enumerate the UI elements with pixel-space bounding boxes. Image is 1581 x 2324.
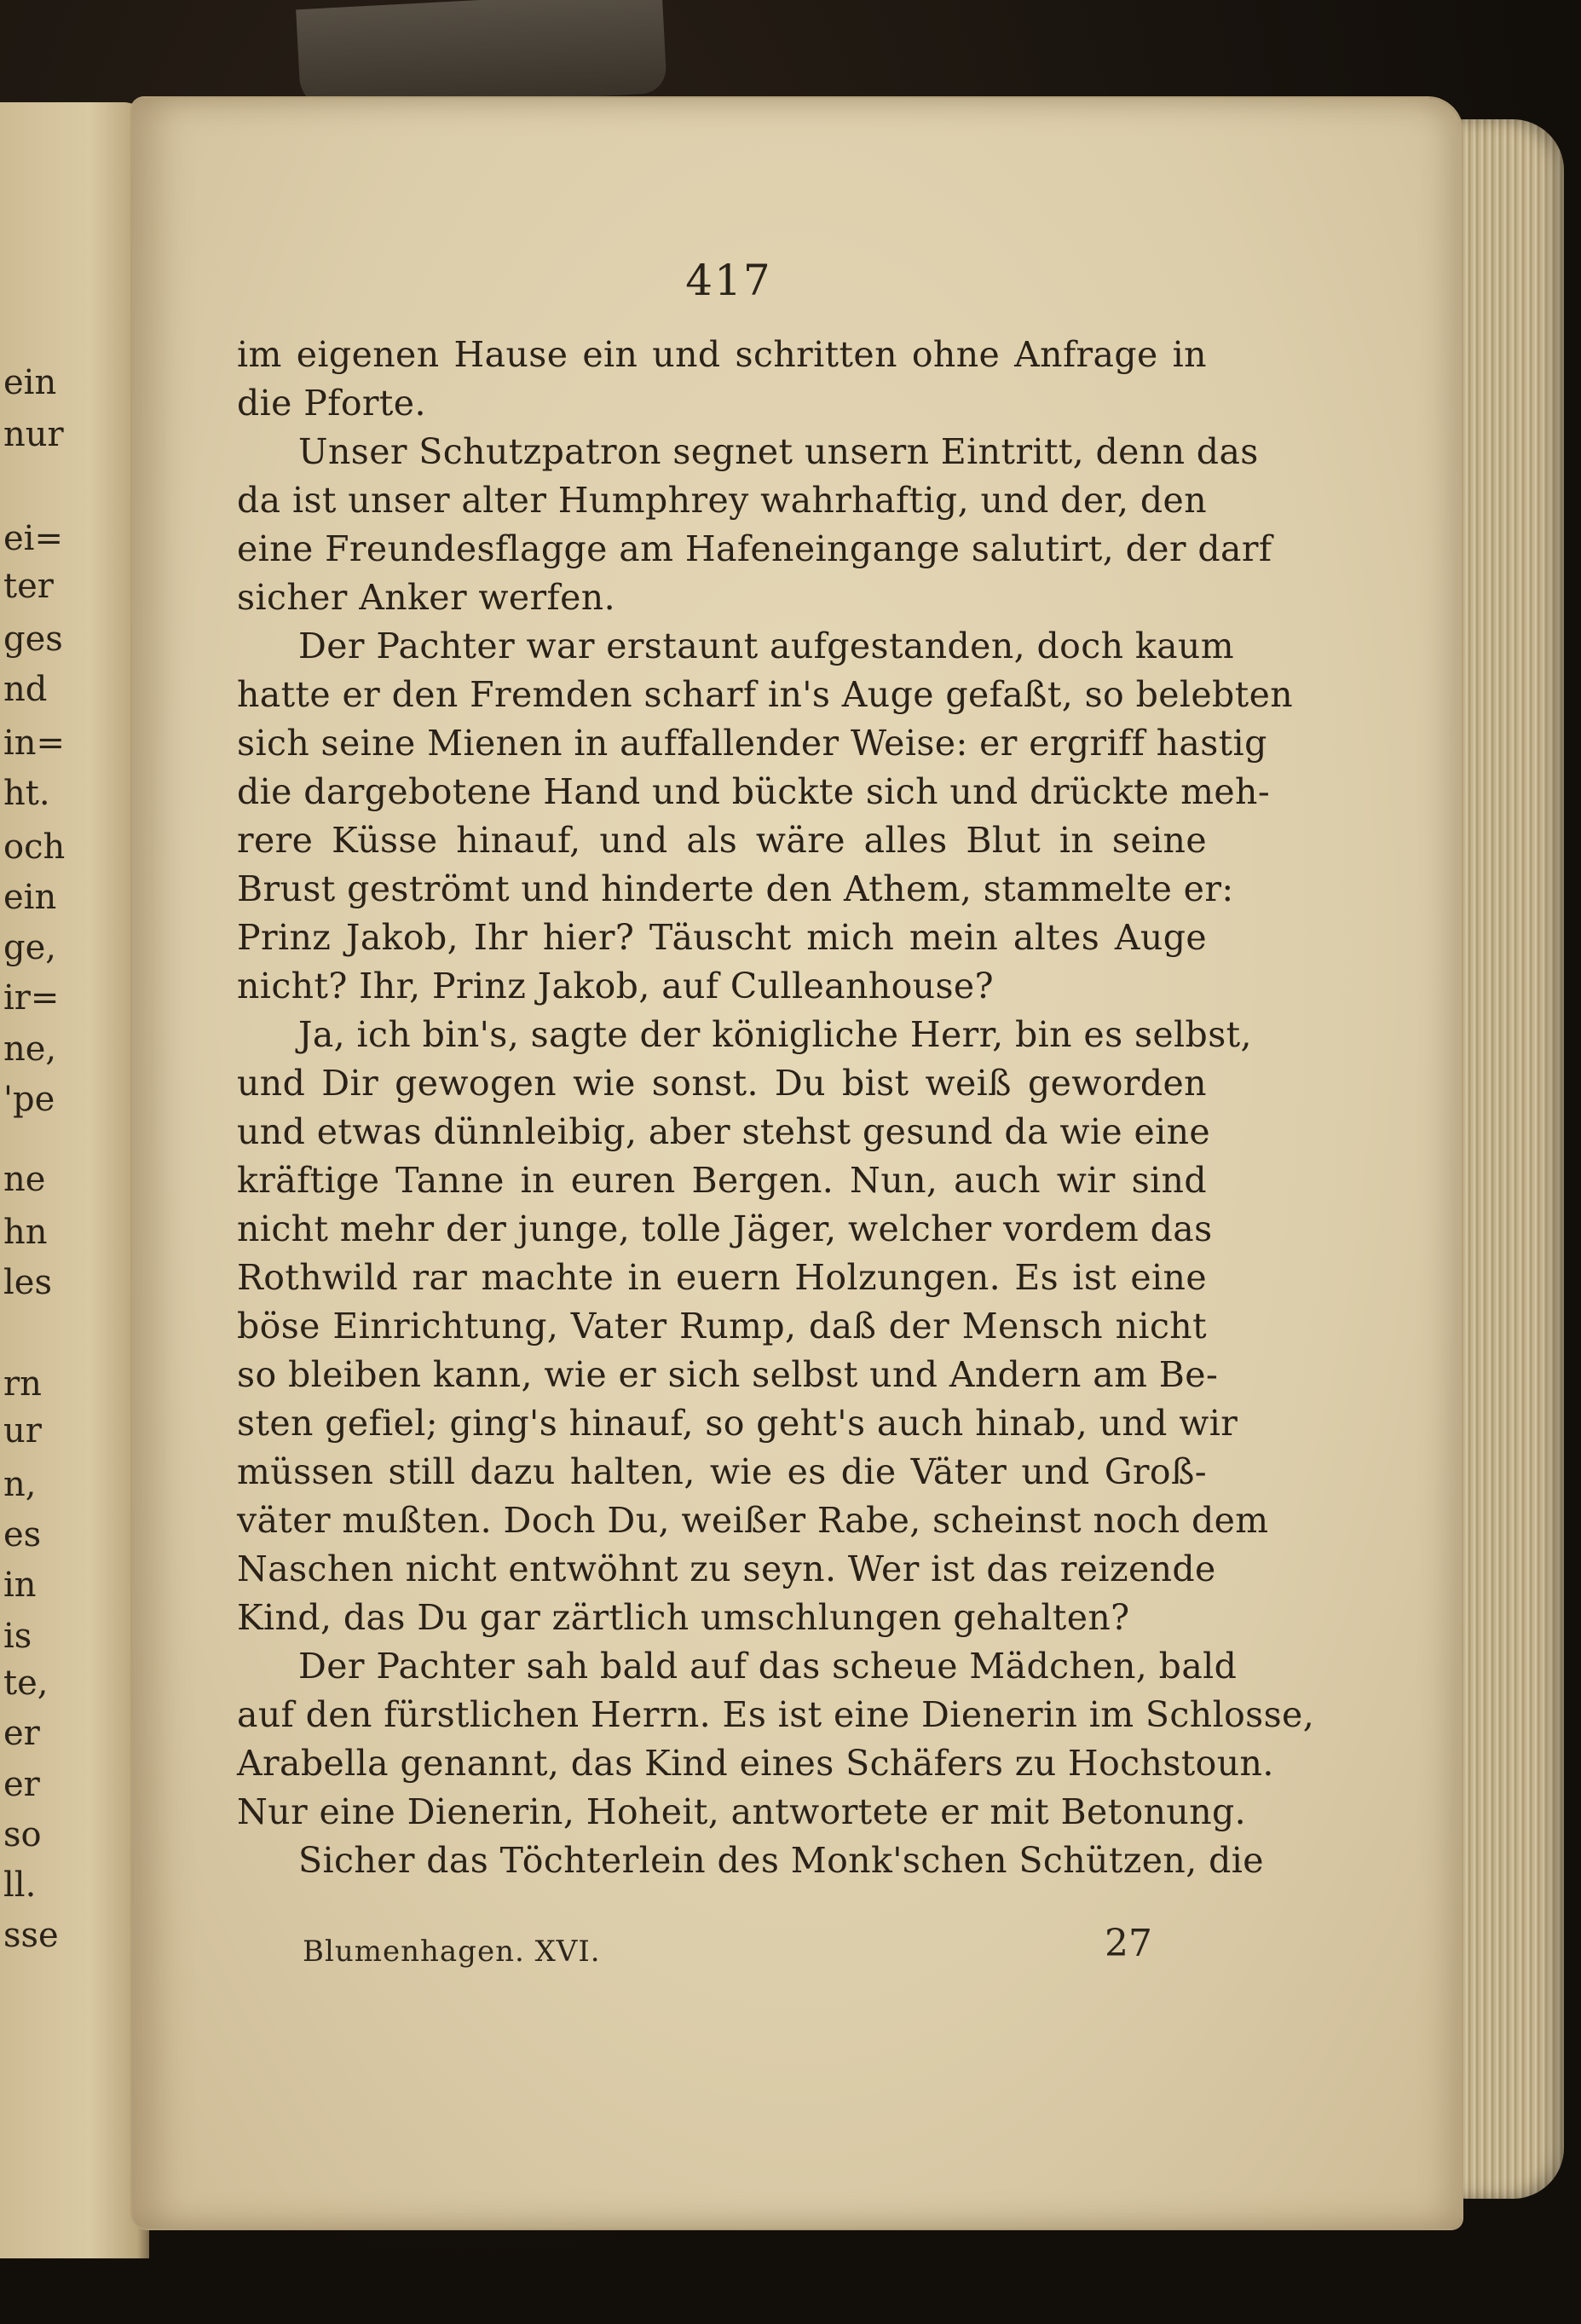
- left-page-fragment: ter: [3, 566, 54, 606]
- text-line: hatte er den Fremden scharf in's Auge gefaßt, so belebten: [237, 674, 1294, 715]
- left-page-fragment: ges: [3, 620, 63, 660]
- text-line: Der Pachter sah bald auf das scheue Mädchen, bald: [298, 1646, 1238, 1687]
- left-page-fragment: och: [3, 827, 66, 867]
- left-page-fragment: 'pe: [3, 1079, 55, 1119]
- text-line: da ist unser alter Humphrey wahrhaftig, und der, den: [237, 480, 1207, 521]
- binding-tab: [296, 0, 667, 112]
- left-page-fragment: nd: [3, 670, 48, 710]
- left-page-fragment: er: [3, 1714, 40, 1754]
- left-page-fragment: te,: [3, 1664, 49, 1704]
- text-line: Sicher das Töchterlein des Monk'schen Schützen, die: [298, 1840, 1264, 1881]
- left-page-fragment: ei=: [3, 519, 63, 558]
- text-line: und Dir gewogen wie sonst. Du bist weiß geworden: [237, 1063, 1207, 1104]
- left-page-fragment: nur: [3, 415, 64, 455]
- left-page-fragment: ur: [3, 1411, 42, 1451]
- left-page-fragment: ht.: [3, 774, 50, 814]
- text-line: nicht mehr der junge, tolle Jäger, welcher vordem das: [237, 1208, 1213, 1249]
- text-line: sicher Anker werfen.: [237, 577, 616, 618]
- text-line: im eigenen Hause ein und schritten ohne Anfrage in: [237, 334, 1207, 375]
- left-page-fragment: in=: [3, 724, 66, 764]
- text-line: Nur eine Dienerin, Hoheit, antwortete er mit Betonung.: [237, 1791, 1247, 1832]
- left-page-edge: [0, 102, 149, 2258]
- left-page-fragment: ne: [3, 1159, 46, 1199]
- sheet-number: 27: [1105, 1922, 1152, 1965]
- left-page-fragment: so: [3, 1814, 42, 1854]
- text-line: müssen still dazu halten, wie es die Väter und Groß-: [237, 1451, 1207, 1492]
- left-page-fragment: ne,: [3, 1029, 57, 1069]
- left-page-fragment: ein: [3, 363, 57, 403]
- left-page-fragment: rn: [3, 1364, 42, 1404]
- text-line: Naschen nicht entwöhnt zu seyn. Wer ist das reizende: [237, 1548, 1216, 1589]
- left-page-fragment: in: [3, 1566, 37, 1606]
- page-block-edge: [1449, 119, 1564, 2199]
- left-page-fragment: ge,: [3, 928, 56, 968]
- text-line: Arabella genannt, das Kind eines Schäfers zu Hochstoun.: [237, 1743, 1274, 1784]
- left-page-fragment: ll.: [3, 1865, 37, 1905]
- text-line: die dargebotene Hand und bückte sich und drückte meh-: [237, 771, 1271, 812]
- text-line: eine Freundesflagge am Hafeneingange salutirt, der darf: [237, 528, 1272, 569]
- text-line: kräftige Tanne in euren Bergen. Nun, auch wir sind: [237, 1160, 1207, 1201]
- left-page-fragment: is: [3, 1616, 32, 1656]
- text-line: Rothwild rar machte in euern Holzungen. Es ist eine: [237, 1257, 1207, 1298]
- printer-signature: Blumenhagen. XVI.: [303, 1935, 601, 1969]
- text-line: böse Einrichtung, Vater Rump, daß der Mensch nicht: [237, 1306, 1207, 1347]
- text-line: und etwas dünnleibig, aber stehst gesund da wie eine: [237, 1111, 1211, 1152]
- text-line: so bleiben kann, wie er sich selbst und Andern am Be-: [237, 1354, 1219, 1395]
- text-line: Brust geströmt und hinderte den Athem, stammelte er:: [237, 868, 1234, 909]
- page-body-text: [237, 331, 1315, 1885]
- text-line: rere Küsse hinauf, und als wäre alles Blut in seine: [237, 820, 1207, 861]
- left-page-fragment: es: [3, 1515, 42, 1555]
- text-line: väter mußten. Doch Du, weißer Rabe, scheinst noch dem: [237, 1500, 1269, 1541]
- text-line: Prinz Jakob, Ihr hier? Täuscht mich mein altes Auge: [237, 917, 1207, 958]
- text-line: Kind, das Du gar zärtlich umschlungen gehalten?: [237, 1597, 1130, 1638]
- text-line: nicht? Ihr, Prinz Jakob, auf Culleanhouse?: [237, 966, 994, 1006]
- left-page-fragment: ir=: [3, 978, 60, 1018]
- left-page-fragment: hn: [3, 1213, 48, 1253]
- text-line: sten gefiel; ging's hinauf, so geht's auch hinab, und wir: [237, 1403, 1238, 1444]
- text-line: Der Pachter war erstaunt aufgestanden, doch kaum: [298, 626, 1234, 666]
- text-line: die Pforte.: [237, 383, 426, 424]
- text-line: Unser Schutzpatron segnet unsern Eintritt, denn das: [298, 431, 1259, 472]
- left-page-fragment: n,: [3, 1465, 37, 1505]
- text-line: auf den fürstlichen Herrn. Es ist eine Dienerin im Schlosse,: [237, 1694, 1315, 1735]
- left-page-fragment: er: [3, 1764, 40, 1804]
- text-line: Ja, ich bin's, sagte der königliche Herr, bin es selbst,: [298, 1014, 1252, 1055]
- left-page-fragment: ein: [3, 878, 57, 918]
- left-page-fragment: les: [3, 1263, 52, 1303]
- text-line: sich seine Mienen in auffallender Weise: er ergriff hastig: [237, 723, 1267, 764]
- left-page-fragment: sse: [3, 1916, 59, 1956]
- page-number: 417: [685, 256, 772, 305]
